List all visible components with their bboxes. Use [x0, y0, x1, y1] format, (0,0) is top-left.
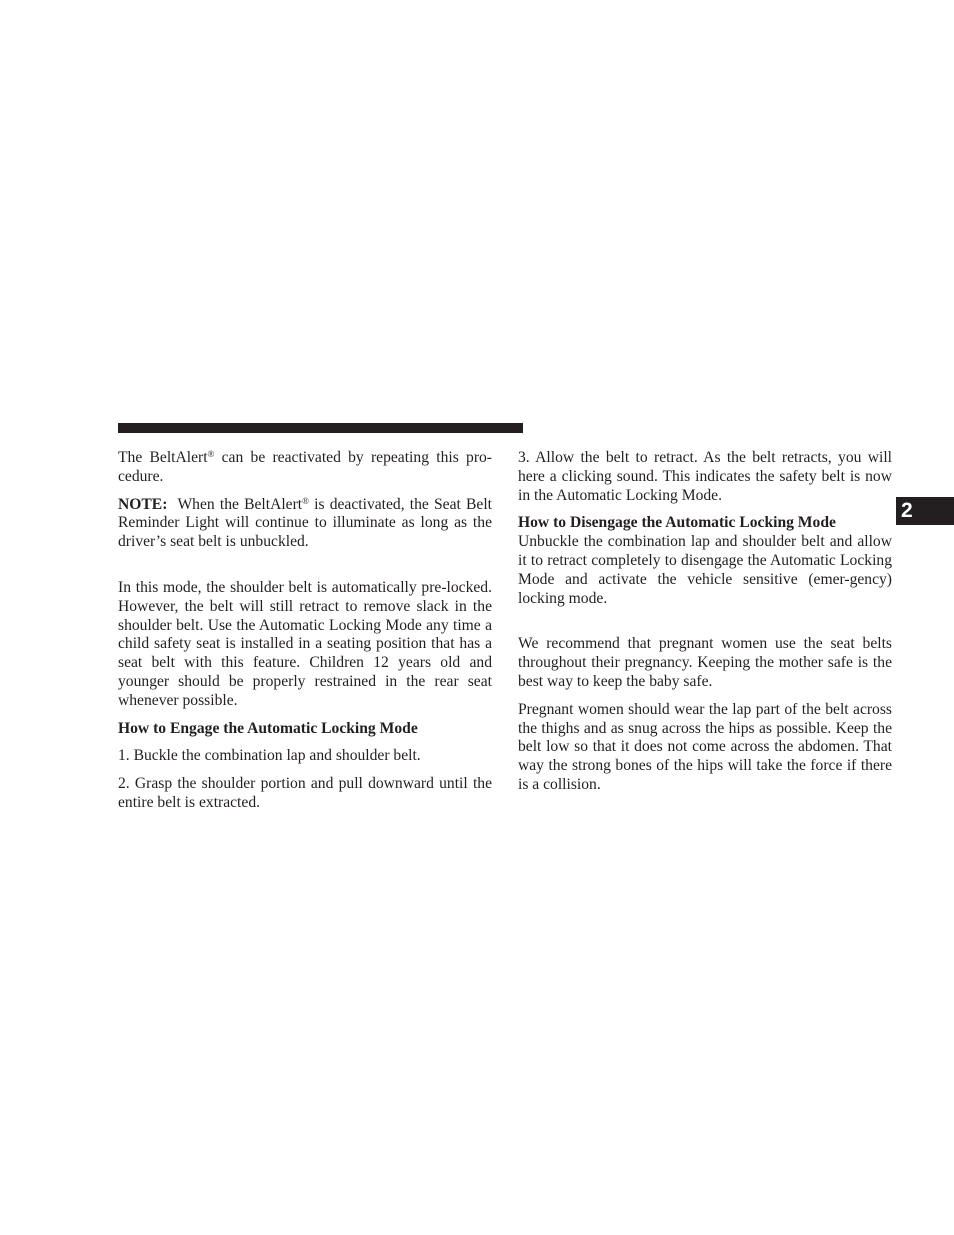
disengage-paragraph: Unbuckle the combination lap and shoulder belt and allow it to retract completely to disengage the Automatic Locking Mode and activate the vehicle sensitive (emer-gency) locking mode.	[518, 533, 892, 607]
registered-mark: ®	[207, 449, 215, 459]
registered-mark: ®	[302, 495, 309, 506]
pregnant-women-paragraph-2: Pregnant women should wear the lap part of the belt across the thighs and as snug across the hips as possible. Keep the belt low so that it does not come across the abdomen. That way the strong bones of the hips will take the force if there is a collision.	[518, 700, 892, 793]
note-label: NOTE:	[118, 495, 168, 513]
right-column	[518, 449, 892, 795]
section-rule	[118, 423, 523, 433]
chapter-tab: 2	[896, 497, 954, 525]
disengage-heading: How to Disengage the Automatic Locking Mode	[518, 514, 836, 532]
left-column	[118, 449, 492, 813]
locking-mode-paragraph: In this mode, the shoulder belt is automatically pre-locked. However, the belt will still retract to remove slack in the shoulder belt. Use the Automatic Locking Mode any time a child safety seat is installed in a seating position that has a seat belt with this feature. Children 12 years old and younger should be properly restrained in the rear seat whenever possible.	[118, 578, 492, 709]
beltalert-reactivate-paragraph: The BeltAlert® can be reactivated by repeating this pro-cedure.	[118, 449, 493, 485]
engage-step-2: 2. Grasp the shoulder portion and pull downward until the entire belt is extracted.	[118, 775, 492, 811]
pregnant-women-paragraph-1: We recommend that pregnant women use the seat belts throughout their pregnancy. Keeping the mother safe is the best way to keep the baby safe.	[518, 635, 892, 690]
engage-heading: How to Engage the Automatic Locking Mode	[118, 719, 418, 737]
engage-step-3: 3. Allow the belt to retract. As the belt retracts, you will here a clicking sound. This indicates the safety belt is now in the Automatic Locking Mode.	[518, 449, 892, 504]
engage-step-1: 1. Buckle the combination lap and shoulder belt.	[118, 747, 421, 765]
note-paragraph: NOTE: When the BeltAlert® is deactivated, the Seat Belt Reminder Light will continue to illuminate as long as the driver’s seat belt is unbuckled.	[118, 495, 493, 551]
